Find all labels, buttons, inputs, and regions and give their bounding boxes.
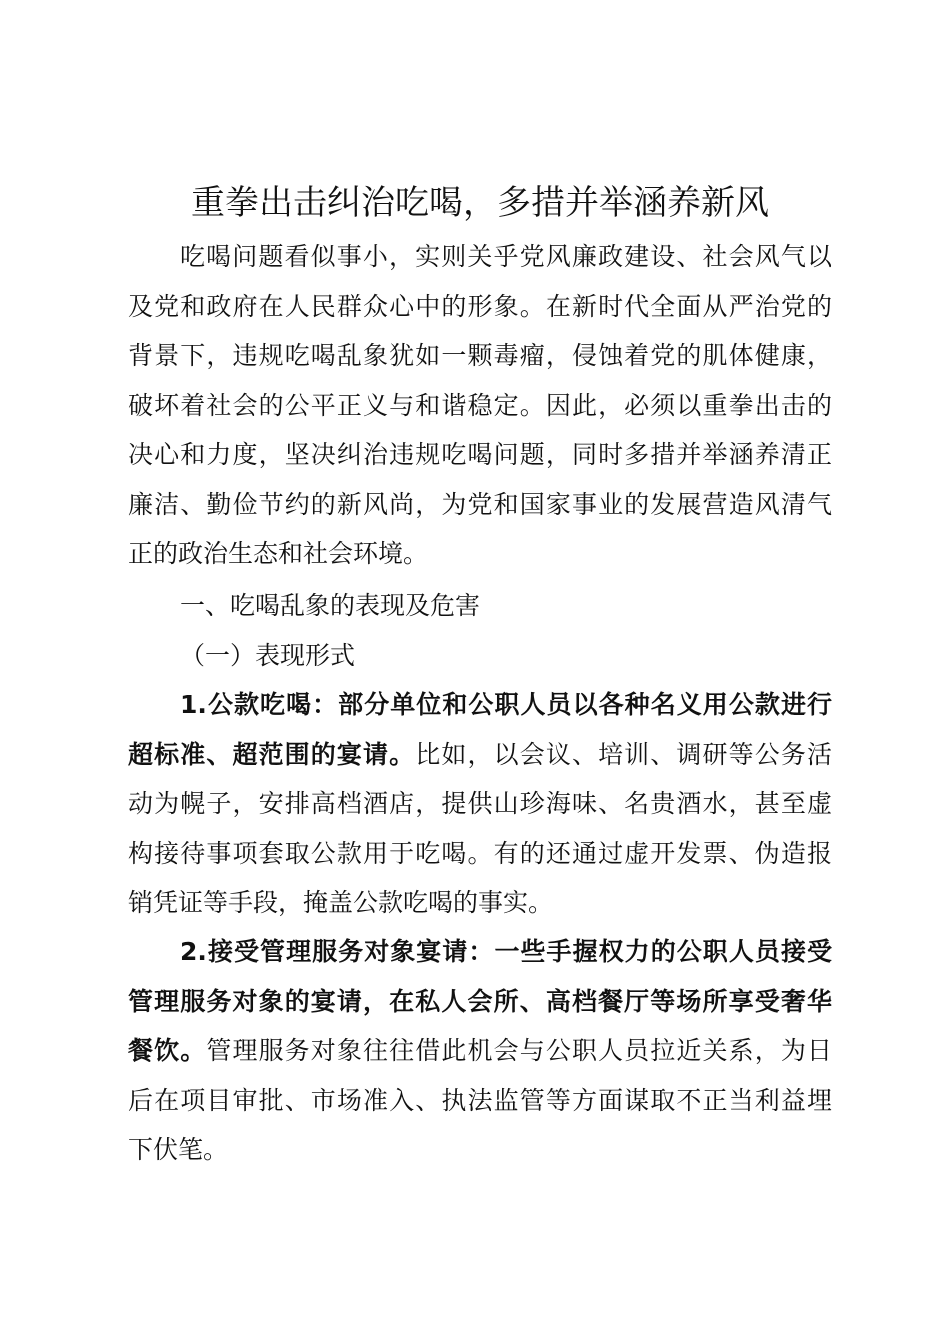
- item-2-text: 管理服务对象往往借此机会与公职人员拉近关系，为日: [206, 1036, 832, 1065]
- item-1-paragraph: [128, 680, 832, 928]
- intro-paragraph: [128, 232, 832, 579]
- intro-line: 及党和政府在人民群众心中的形象。在新时代全面从严治党的: [128, 291, 832, 321]
- intro-line: 破坏着社会的公平正义与和谐稳定。因此，必须以重拳出击的: [128, 390, 832, 420]
- subsection-heading: （一）表现形式: [180, 641, 356, 670]
- document-title: 重拳出击纠治吃喝，多措并举涵养新风: [191, 183, 769, 223]
- item-1-line: 动为幌子，安排高档酒店，提供山珍海味、名贵酒水，甚至虚: [128, 789, 832, 818]
- item-2-line: 后在项目审批、市场准入、执法监管等方面谋取不正当利益埋: [128, 1085, 832, 1115]
- intro-line: 决心和力度，坚决纠治违规吃喝问题，同时多措并举涵养清正: [128, 440, 832, 469]
- item-1-line: [128, 730, 832, 780]
- item-1-text: 比如，以会议、培训、调研等公务活: [415, 739, 832, 769]
- intro-line: 正的政治生态和社会环境。: [128, 539, 429, 568]
- item-2-lead-end: 餐饮。: [128, 1036, 207, 1065]
- item-2-line: 下伏笔。: [128, 1135, 229, 1164]
- item-2-lead: 2.接受管理服务对象宴请：一些手握权力的公职人员接受: [180, 937, 832, 966]
- section-heading: 一、吃喝乱象的表现及危害: [180, 591, 481, 620]
- item-1-lead-end: 超标准、超范围的宴请。: [128, 739, 416, 769]
- item-2-lead-cont: 管理服务对象的宴请，在私人会所、高档餐厅等场所享受奢华: [128, 986, 832, 1016]
- intro-line: 背景下，违规吃喝乱象犹如一颗毒瘤，侵蚀着党的肌体健康，: [128, 341, 832, 370]
- item-1-line: 构接待事项套取公款用于吃喝。有的还通过虚开发票、伪造报: [128, 838, 832, 868]
- intro-line: 吃喝问题看似事小，实则关乎党风廉政建设、社会风气以: [180, 242, 832, 271]
- item-1-line: 销凭证等手段，掩盖公款吃喝的事实。: [128, 888, 554, 917]
- intro-line: 廉洁、勤俭节约的新风尚，为党和国家事业的发展营造风清气: [128, 489, 832, 519]
- item-1-lead: 1.公款吃喝：部分单位和公职人员以各种名义用公款进行: [180, 690, 832, 719]
- item-2-paragraph: [128, 927, 832, 1175]
- item-2-line: [128, 1026, 832, 1076]
